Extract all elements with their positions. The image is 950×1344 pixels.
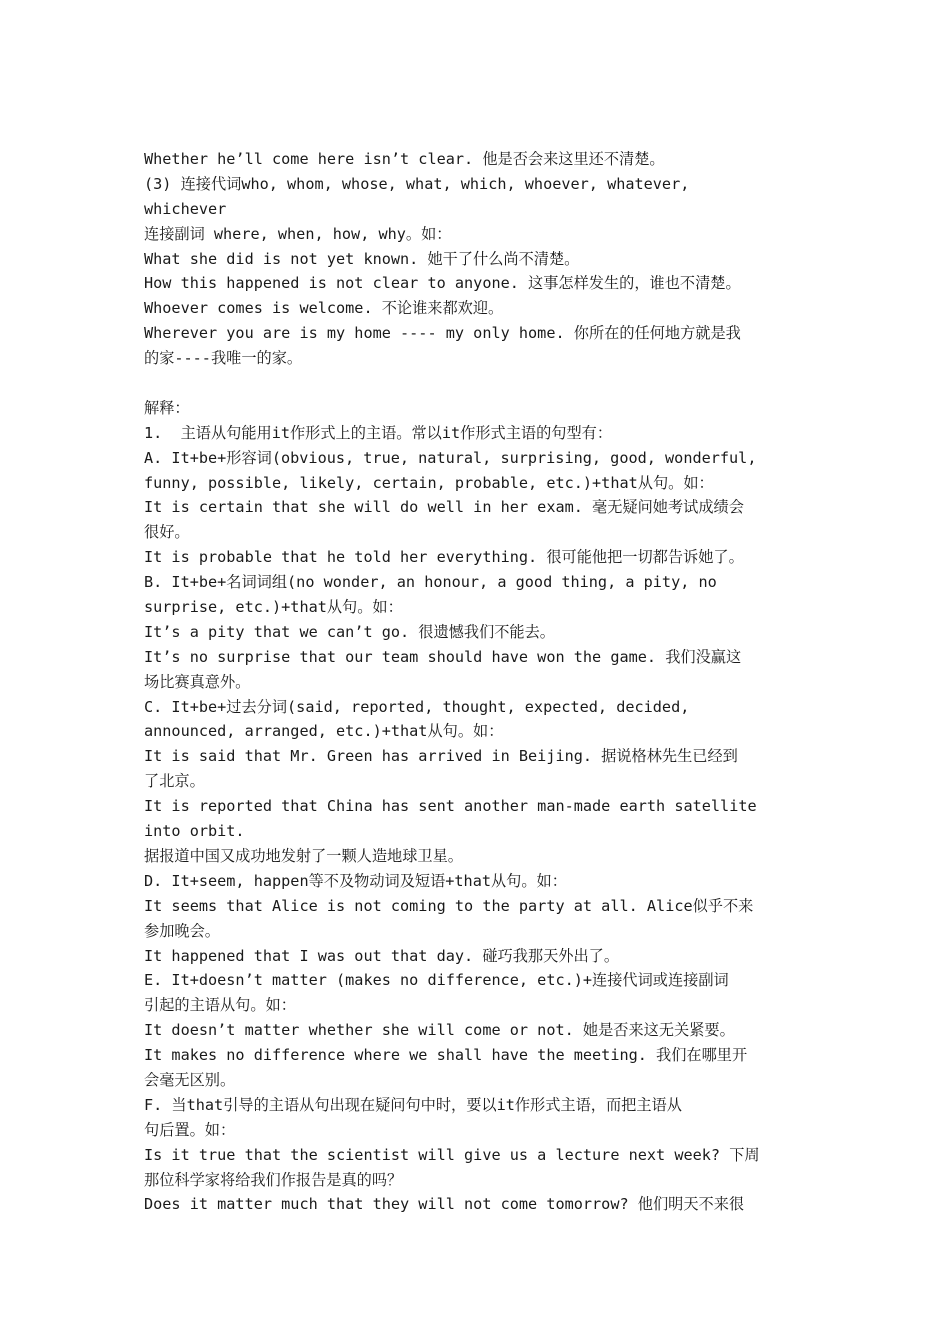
text-line: into orbit. — [144, 822, 245, 841]
text-line: announced, arranged, etc.)+that从句。如： — [144, 722, 504, 741]
text-line: Whoever comes is welcome. 不论谁来都欢迎。 — [144, 299, 504, 318]
text-line: 场比赛真意外。 — [144, 672, 251, 691]
text-line: 很好。 — [144, 523, 190, 542]
text-line: 参加晚会。 — [144, 921, 220, 940]
text-line: It seems that Alice is not coming to the party at all. Alice似乎不来 — [144, 896, 754, 915]
text-line: How this happened is not clear to anyone. 这事怎样发生的，谁也不清楚。 — [144, 274, 741, 293]
text-line: 会毫无区别。 — [144, 1070, 236, 1089]
text-line: It doesn’t matter whether she will come or not. 她是否来这无关紧要。 — [144, 1021, 735, 1040]
text-line: It is probable that he told her everything. 很可能他把一切都告诉她了。 — [144, 548, 744, 567]
text-line: D. It+seem, happen等不及物动词及短语+that从句。如： — [144, 871, 567, 890]
document-body — [144, 147, 816, 1217]
text-line: A. It+be+形容词(obvious, true, natural, surprising, good, wonderful, — [144, 448, 757, 467]
text-line: It’s a pity that we can’t go. 很遗憾我们不能去。 — [144, 622, 555, 641]
text-line: Wherever you are is my home ---- my only home. 你所在的任何地方就是我 — [144, 324, 741, 343]
text-line: 那位科学家将给我们作报告是真的吗？ — [144, 1170, 403, 1189]
text-line: B. It+be+名词词组(no wonder, an honour, a good thing, a pity, no — [144, 573, 717, 592]
text-line: whichever — [144, 199, 227, 218]
text-line: E. It+doesn’t matter (makes no difference, etc.)+连接代词或连接副词 — [144, 971, 729, 990]
text-line: Does it matter much that they will not come tomorrow? 他们明天不来很 — [144, 1195, 745, 1214]
text-line: Is it true that the scientist will give us a lecture next week? 下周 — [144, 1145, 760, 1164]
text-line: What she did is not yet known. 她干了什么尚不清楚。 — [144, 249, 580, 268]
text-line: F. 当that引导的主语从句出现在疑问句中时，要以it作形式主语，而把主语从 — [144, 1095, 682, 1114]
text-line: It’s no surprise that our team should have won the game. 我们没赢这 — [144, 647, 742, 666]
text-line: It is said that Mr. Green has arrived in Beijing. 据说格林先生已经到 — [144, 747, 738, 766]
text-line: It is certain that she will do well in her exam. 毫无疑问她考试成绩会 — [144, 498, 744, 517]
text-line: 了北京。 — [144, 772, 205, 791]
text-line: 的家----我唯一的家。 — [144, 349, 303, 368]
section-heading: 解释： — [144, 398, 190, 417]
text-line: It is reported that China has sent another man-made earth satellite — [144, 797, 757, 816]
text-line: 1. 主语从句能用it作形式上的主语。常以it作形式主语的句型有： — [144, 423, 613, 442]
blank-line — [144, 371, 816, 396]
text-line: 连接副词 where, when, how, why。如： — [144, 224, 452, 243]
text-line: surprise, etc.)+that从句。如： — [144, 598, 403, 617]
text-line: It makes no difference where we shall have the meeting. 我们在哪里开 — [144, 1046, 748, 1065]
text-line: C. It+be+过去分词(said, reported, thought, expected, decided, — [144, 697, 690, 716]
text-line: (3) 连接代词who, whom, whose, what, which, whoever, whatever, — [144, 174, 690, 193]
text-line: It happened that I was out that day. 碰巧我那天外出了。 — [144, 946, 620, 965]
text-line: 句后置。如： — [144, 1120, 236, 1139]
text-line: funny, possible, likely, certain, probable, etc.)+that从句。如： — [144, 473, 714, 492]
text-line: 据报道中国又成功地发射了一颗人造地球卫星。 — [144, 846, 463, 865]
text-line: 引起的主语从句。如： — [144, 996, 296, 1015]
text-line: Whether he’ll come here isn’t clear. 他是否会来这里还不清楚。 — [144, 150, 665, 168]
